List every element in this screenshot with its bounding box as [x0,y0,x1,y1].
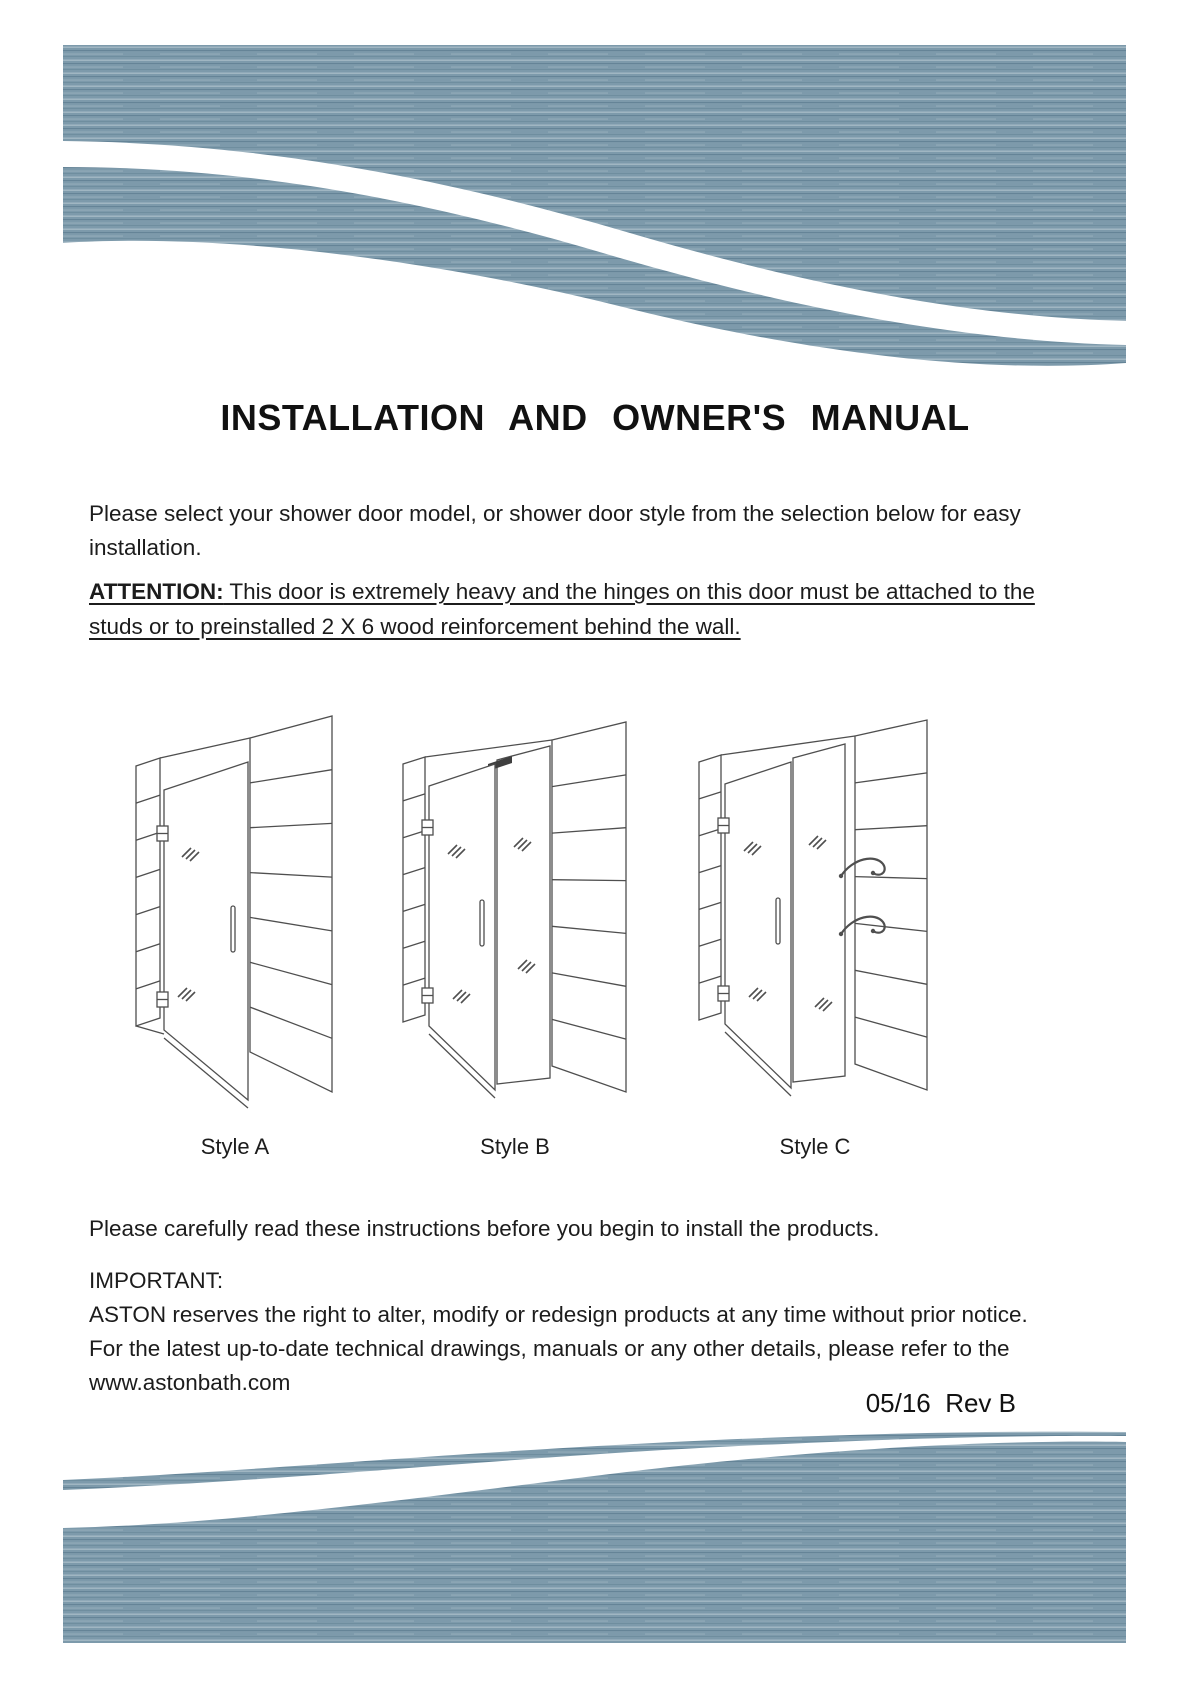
attention-line-1-text: This door is extremely heavy and the hinges on this door must be attached to the [223,579,1035,604]
door-handle-icon [480,900,484,946]
important-label: IMPORTANT: [89,1268,224,1293]
intro-paragraph [89,497,1094,565]
style-c-label: Style C [779,1134,851,1159]
door-handle-icon [231,906,235,952]
attention-paragraph [89,574,1094,644]
style-b-illustration [400,700,630,1120]
figure-style-b [400,700,630,1160]
left-wall [136,758,160,1026]
revision-text: 05/16 Rev B [865,1388,1016,1418]
attention-line-2 [89,609,1094,644]
style-a-illustration [130,700,340,1120]
shower-door [718,762,791,1088]
bottom-banner-graphic [63,1430,1126,1643]
left-wall [403,757,425,1022]
page-title: INSTALLATION AND OWNER'S MANUAL [220,397,970,438]
important-line-1: ASTON reserves the right to alter, modify or redesign products at any time without prior notice. [89,1302,1028,1327]
right-wall [855,720,927,1090]
right-wall [552,722,626,1092]
important-line-2: For the latest up-to-date technical drawings, manuals or any other details, please refer to the [89,1336,1010,1361]
fixed-glass-panel [497,746,550,1084]
read-note: Please carefully read these instructions before you begin to install the products. [89,1216,880,1241]
right-wall [250,716,332,1092]
shower-door [157,762,248,1100]
attention-label: ATTENTION: [89,579,224,604]
important-line-3: www.astonbath.com [89,1370,291,1395]
attention-line-2-text: studs or to preinstalled 2 X 6 wood reinforcement behind the wall. [89,614,741,639]
figure-style-c [695,700,935,1160]
style-a-label: Style A [200,1134,270,1159]
left-wall [699,755,721,1020]
style-c-illustration [695,700,935,1120]
intro-line-1: Please select your shower door model, or shower door style from the selection below for easy [89,501,1021,526]
attention-line-1 [89,574,1094,609]
fixed-glass-panel [793,744,845,1082]
door-handle-icon [776,898,780,944]
top-wave-art [63,45,1126,370]
header-line [160,738,250,758]
floor-line [136,1026,164,1034]
top-banner-graphic [63,45,1126,370]
important-block [89,1264,1094,1400]
bottom-wave-art [63,1430,1126,1643]
style-b-label: Style B [480,1134,550,1159]
figure-style-a [130,700,340,1160]
shower-door [422,764,495,1090]
intro-line-2: installation. [89,535,202,560]
